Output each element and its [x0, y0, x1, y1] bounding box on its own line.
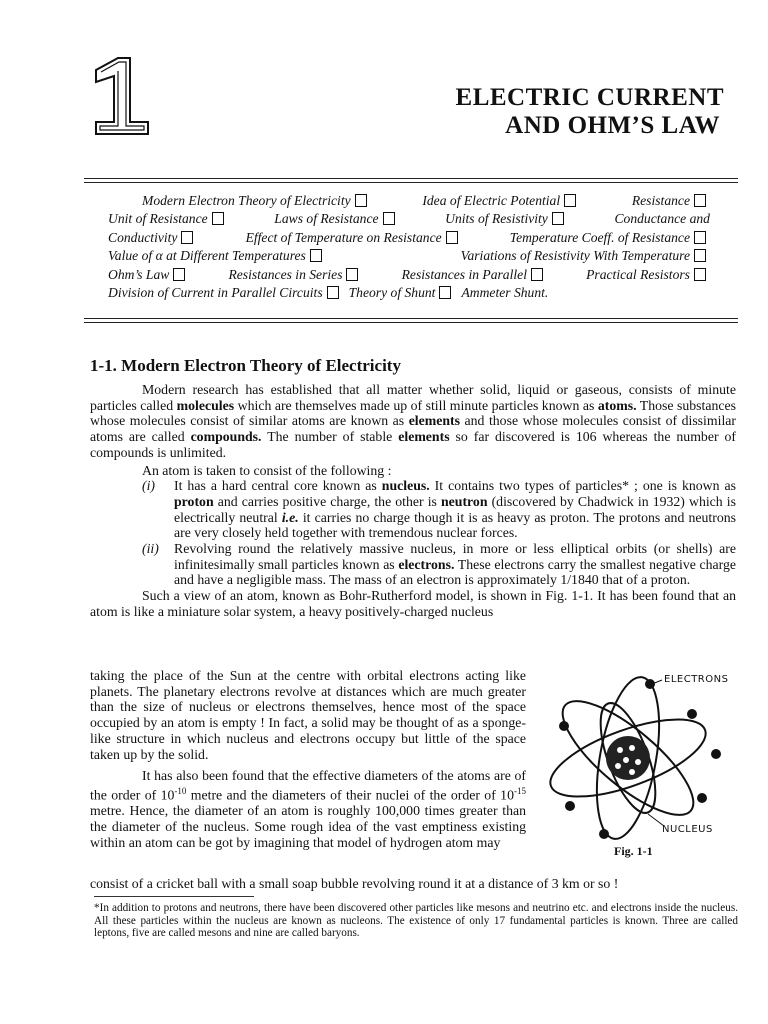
paragraph: An atom is taken to consist of the following : [142, 462, 392, 478]
footnote-divider [94, 896, 254, 897]
separator-box-icon [439, 286, 451, 299]
divider [84, 322, 738, 323]
contents-item: Division of Current in Parallel Circuits [108, 285, 323, 301]
wrapped-text [90, 668, 526, 850]
atom-model-figure [540, 666, 752, 846]
contents-item: Conductance and [614, 211, 710, 227]
separator-box-icon [173, 268, 185, 281]
electrons-label: ELECTRONS [664, 674, 729, 685]
contents-item: Effect of Temperature on Resistance [245, 229, 442, 245]
paragraph-last-line: consist of a cricket ball with a small soap bubble revolving round it at a distance of 3 km or so ! [90, 876, 619, 891]
chapter-title-line2: AND OHM’S LAW [505, 112, 720, 139]
paragraph: taking the place of the Sun at the centre with orbital electrons acting like planets. The planetary electrons revolve at distances which are much greater than the size of nucleus or electrons themselves, hence most of the space occupied by an atom is empty ! In fact, a solid may be thought of as a sponge-like structure in which nucleus and electrons occupy but little of the space taken up by the solid. [90, 668, 526, 762]
contents-item: Conductivity [108, 229, 178, 245]
contents-item: Variations of Resistivity With Temperature [460, 248, 690, 264]
separator-box-icon [694, 249, 706, 262]
contents-line [108, 210, 710, 228]
figure-caption: Fig. 1-1 [614, 844, 653, 858]
contents-item: Modern Electron Theory of Electricity [142, 193, 351, 208]
separator-box-icon [383, 212, 395, 225]
separator-box-icon [310, 249, 322, 262]
list-item: (i) It has a hard central core known as nucleus. It contains two types of particles* ; one is known as proton and carries positive charge, the other is neutron (discovered by Chadwick in 1932) which is electrically neutral i.e. it carries no charge though it is as heavy as proton. The protons and neutrons are very closely held together with tremendous nuclear forces. [142, 478, 737, 541]
paragraph: Modern research has established that all matter whether solid, liquid or gaseous, consists of minute particles called molecules which are themselves made up of still minute particles known as atoms. Those substances whose molecules consist of similar atoms are known as elements and those whose molecules consist of dissimilar atoms are called compounds. The number of stable elements so far discovered is 106 whereas the number of compounds is unlimited. [90, 382, 737, 460]
separator-box-icon [446, 231, 458, 244]
separator-box-icon [694, 231, 706, 244]
contents-line [108, 284, 710, 302]
contents-item: Value of α at Different Temperatures [108, 248, 306, 264]
section-heading: 1-1. Modern Electron Theory of Electricity [90, 356, 401, 375]
contents-item: Ammeter Shunt. [461, 285, 549, 301]
separator-box-icon [212, 212, 224, 225]
separator-box-icon [327, 286, 339, 299]
contents-item: Theory of Shunt [348, 285, 436, 301]
contents-item: Resistances in Parallel [401, 266, 527, 282]
separator-box-icon [355, 194, 367, 207]
divider [84, 318, 738, 319]
paragraph: Such a view of an atom, known as Bohr-Rutherford model, is shown in Fig. 1-1. It has been found that an atom is like a miniature solar system, a heavy positively-charged nucleus [90, 588, 736, 619]
nucleus-label: NUCLEUS [662, 824, 713, 835]
separator-box-icon [694, 194, 706, 207]
contents-line [108, 247, 710, 265]
separator-box-icon [531, 268, 543, 281]
separator-box-icon [564, 194, 576, 207]
separator-box-icon [346, 268, 358, 281]
contents-item: Laws of Resistance [274, 211, 379, 227]
contents-item: Ohm’s Law [108, 266, 170, 282]
chapter-number-graphic [88, 50, 168, 140]
contents-line [108, 192, 710, 210]
footnote: *In addition to protons and neutrons, there have been discovered other particles like mesons and neutrino etc. and electrons inside the nucleus. All these particles within the nucleus are known as nucleons. The existence of only 17 fundamental particles is known. Three are called leptons, five are called mesons and nine are called baryons. [94, 902, 738, 940]
separator-box-icon [181, 231, 193, 244]
divider [84, 178, 738, 179]
separator-box-icon [552, 212, 564, 225]
contents-line [108, 266, 710, 284]
contents-item: Units of Resistivity [445, 211, 548, 227]
separator-box-icon [694, 268, 706, 281]
chapter-contents [108, 192, 710, 302]
contents-item: Idea of Electric Potential [422, 193, 561, 208]
paragraph: It has also been found that the effective diameters of the atoms are of the order of $10^{-10}$ metre and the diameters of their nuclei of the order of $10^{-15}$ metre. Hence, the diameter of an atom is roughly 100,000 times greater than the diameter of the nucleus. Some rough idea of the vast emptiness existing within an atom can be got by imagining that model of hydrogen atom may [90, 768, 526, 850]
contents-item: Temperature Coeff. of Resistance [509, 229, 690, 245]
contents-item: Resistance [631, 193, 690, 208]
chapter-title [456, 84, 724, 140]
list-item: (ii) Revolving round the relatively massive nucleus, in more or less elliptical orbits (or shells) are infinitesimally small particles known as electrons. These electrons carry the smallest negative charge and have a negligible mass. The mass of an electron is approximately 1/1840 that of a proton. [142, 541, 736, 588]
contents-item: Resistances in Series [228, 266, 343, 282]
chapter-title-line1: ELECTRIC CURRENT [455, 84, 724, 111]
contents-line [108, 229, 710, 247]
contents-item: Practical Resistors [586, 266, 690, 282]
contents-item: Unit of Resistance [108, 211, 208, 227]
section-body [90, 382, 736, 620]
divider [84, 182, 738, 183]
